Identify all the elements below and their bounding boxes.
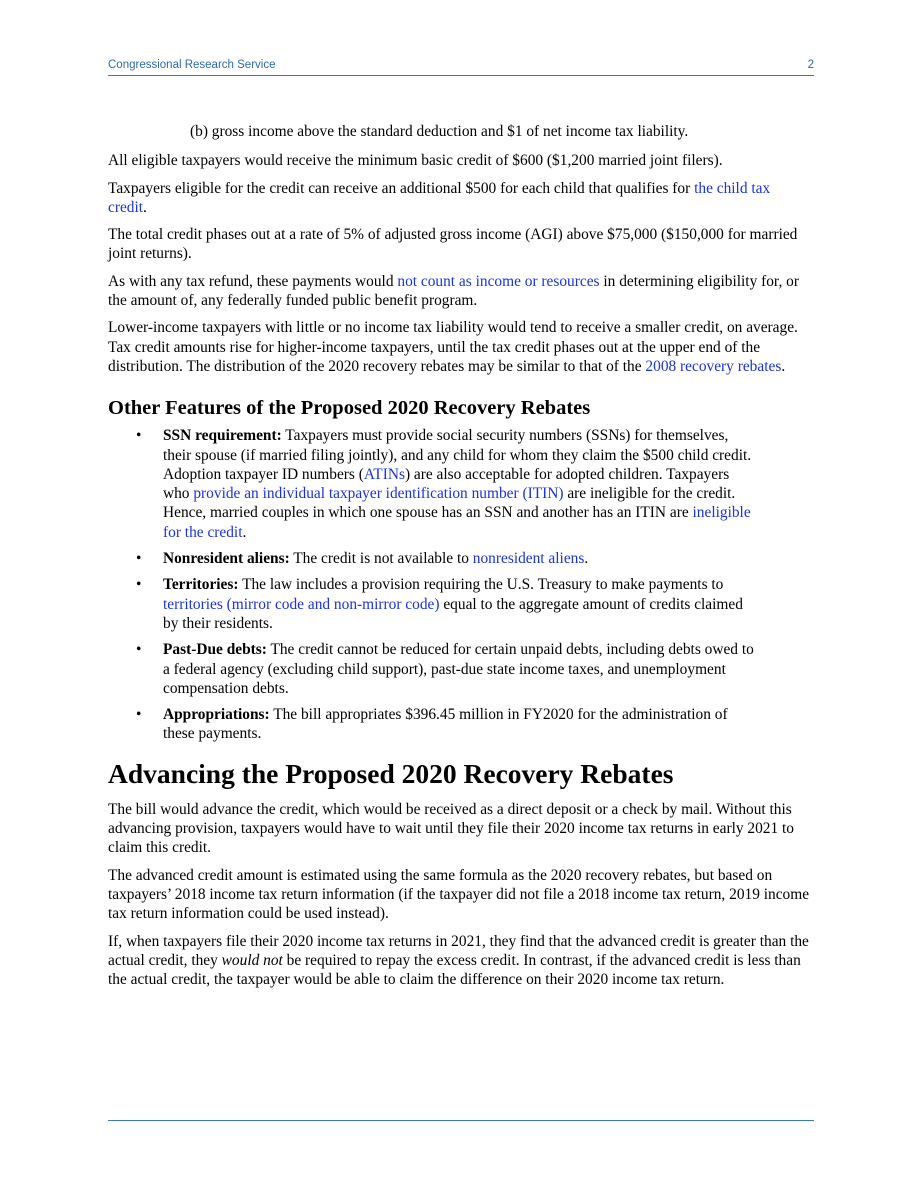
text: As with any tax refund, these payments would [108, 272, 398, 290]
text: The law includes a provision requiring the U.S. Treasury to make payments to [238, 576, 724, 594]
text: . [584, 550, 589, 568]
nonresident-aliens-link[interactable]: nonresident aliens [472, 550, 585, 568]
child-tax-credit-link[interactable]: the child tax credit [108, 179, 771, 216]
ineligible-link[interactable]: ineligible for the credit [163, 504, 751, 541]
itin-link[interactable]: provide an individual taxpayer identification number (ITIN) [193, 485, 564, 503]
item-label: Appropriations: [163, 706, 270, 724]
item-label: Territories: [163, 576, 239, 594]
child-credit-paragraph [108, 179, 810, 218]
minimum-credit-paragraph: All eligible taxpayers would receive the minimum basic credit of $600 ($1,200 married joint filers). [108, 152, 723, 170]
emphasis: would not [221, 951, 283, 969]
item-label: Past-Due debts: [163, 641, 267, 659]
income-resources-link[interactable]: not count as income or resources [397, 272, 600, 290]
repayment-paragraph [108, 932, 810, 990]
text: . [781, 357, 786, 375]
bullet-icon: • [136, 427, 142, 445]
text: . [242, 523, 247, 541]
advanced-amount-paragraph: The advanced credit amount is estimated using the same formula as the 2020 recovery rebates, but based on taxpayers’ 2018 income tax return information (if the taxpayer did not file a 2018 income tax return, 2019 income tax return information could be used instead). [108, 866, 810, 923]
text: are ineligible for the credit. Hence, married couples in which one spouse has an SSN and another has an ITIN are [163, 485, 736, 522]
bullet-icon: • [136, 576, 142, 594]
text: Lower-income taxpayers with little or no income tax liability would tend to receive a smaller credit, on average. Tax credit amounts rise for higher-income taxpayers, until the tax credit phases out at the upper end of the distribution. The distribution of the 2020 recovery rebates may be similar to that of the [108, 319, 798, 375]
footer-divider [108, 1120, 814, 1121]
header-organization: Congressional Research Service [108, 59, 276, 71]
list-item [108, 575, 758, 633]
tax-refund-paragraph [108, 272, 810, 311]
text: If, when taxpayers file their 2020 income tax returns in 2021, they find that the advanced credit is greater than the actual credit, they [108, 932, 809, 969]
item-label: SSN requirement: [163, 427, 282, 445]
list-item [108, 640, 758, 698]
atins-link[interactable]: ATINs [363, 465, 405, 483]
recovery-rebates-2008-link[interactable]: 2008 recovery rebates [645, 357, 782, 375]
text: Taxpayers eligible for the credit can receive an additional $500 for each child that qualifies for [108, 179, 695, 197]
item-label: Nonresident aliens: [163, 550, 290, 568]
list-item [108, 549, 758, 568]
criterion-b: (b) gross income above the standard deduction and $1 of net income tax liability. [190, 123, 689, 140]
page-content [108, 122, 810, 997]
text: Taxpayers must provide social security numbers (SSNs) for themselves, their spouse (if married filing jointly), and any child for whom they claim the $500 child credit. Adoption taxpayer ID numbers ( [163, 427, 752, 483]
text: The credit cannot be reduced for certain unpaid debts, including debts owed to a federal agency (excluding child support), past-due state income taxes, and unemployment compensation debts. [163, 641, 754, 697]
page-header [108, 57, 814, 76]
list-item [108, 426, 758, 542]
bullet-icon: • [136, 706, 142, 724]
text: equal to the aggregate amount of credits claimed by their residents. [163, 595, 743, 632]
text: The credit is not available to [289, 550, 473, 568]
distribution-paragraph [108, 318, 810, 376]
text: . [143, 198, 147, 216]
text: The bill appropriates $396.45 million in FY2020 for the administration of these payments. [163, 706, 728, 743]
bullet-icon: • [136, 641, 142, 659]
territories-link[interactable]: territories (mirror code and non-mirror code) [163, 595, 440, 613]
features-heading: Other Features of the Proposed 2020 Recovery Rebates [108, 397, 591, 420]
advancing-heading: Advancing the Proposed 2020 Recovery Rebates [108, 757, 674, 789]
features-list [108, 426, 810, 743]
bullet-icon: • [136, 550, 142, 568]
text: ) are also acceptable for adopted children. Taxpayers who [163, 465, 730, 503]
list-item [108, 705, 758, 744]
advance-paragraph: The bill would advance the credit, which would be received as a direct deposit or a check by mail. Without this advancing provision, taxpayers would have to wait until they file their 2020 income tax returns in early 2021 to claim this credit. [108, 800, 794, 857]
phaseout-paragraph: The total credit phases out at a rate of 5% of adjusted gross income (AGI) above $75,000 ($150,000 for married joint returns). [108, 226, 798, 263]
page-number: 2 [807, 59, 814, 71]
text: be required to repay the excess credit. In contrast, if the advanced credit is less than the actual credit, the taxpayer would be able to claim the difference on their 2020 income tax return. [108, 951, 801, 989]
text: in determining eligibility for, or the amount of, any federally funded public benefit program. [108, 272, 799, 310]
